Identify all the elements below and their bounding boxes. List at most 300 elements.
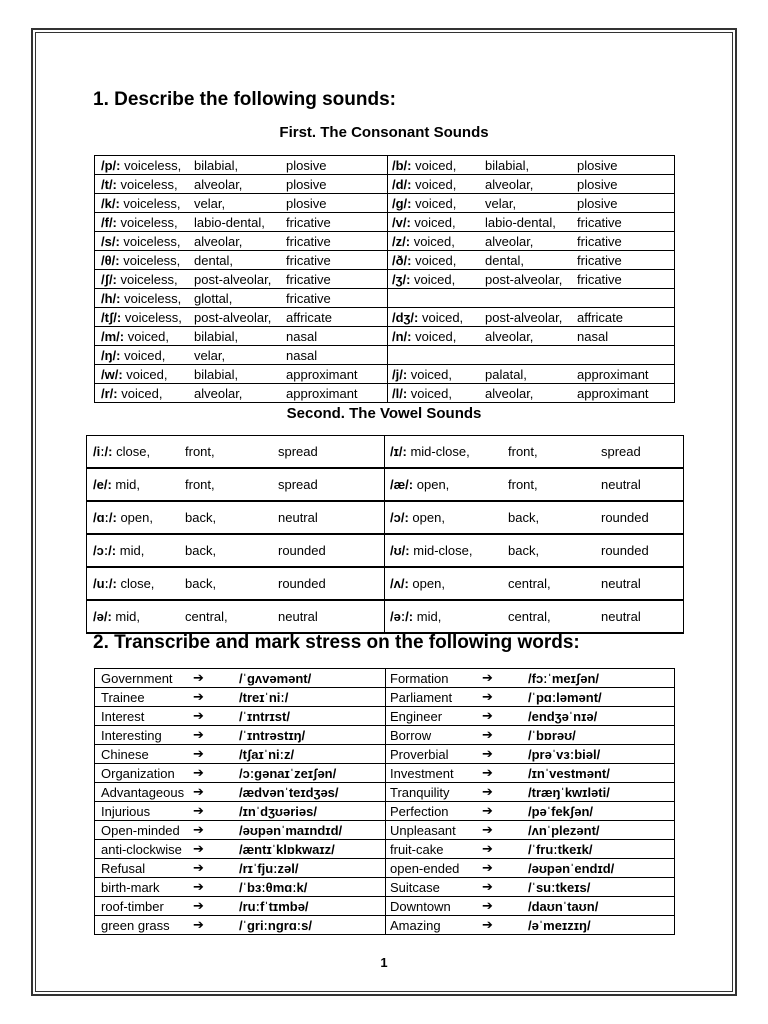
sound-symbol-group xyxy=(87,609,185,624)
word-row xyxy=(95,688,675,707)
word-text: open-ended xyxy=(390,860,460,876)
sound-feature-1: open, xyxy=(412,510,445,525)
sound-symbol-group xyxy=(385,444,508,459)
sound-feature-1: voiced, xyxy=(127,328,169,344)
sound-symbol: /əː/: xyxy=(390,609,414,624)
vowel-row xyxy=(87,468,684,501)
word-row xyxy=(95,783,675,802)
sound-symbol: /p/: xyxy=(101,157,121,173)
sound-feature-1: voiced, xyxy=(126,366,168,382)
arrow-icon: ➔ xyxy=(193,765,204,780)
sound-feature-1: voiceless, xyxy=(124,309,182,325)
sound-feature-2: front, xyxy=(185,477,215,492)
sound-feature-1: close, xyxy=(120,576,155,591)
sound-symbol-group xyxy=(95,272,194,287)
sound-feature-1: voiced, xyxy=(415,157,457,173)
sound-symbol: /ɑː/: xyxy=(93,510,117,525)
sound-feature-1: mid-close, xyxy=(413,543,473,558)
sound-feature-3: approximant xyxy=(577,385,649,401)
word-cell xyxy=(386,916,675,935)
sound-feature-1: voiced, xyxy=(414,214,456,230)
sound-symbol: /d/: xyxy=(392,176,412,192)
sound-symbol-group xyxy=(388,367,485,382)
ipa-transcription: /ædvənˈteɪdʒəs/ xyxy=(239,784,339,800)
sound-cell xyxy=(388,270,675,289)
ipa-transcription: /ˈfruːtkeɪk/ xyxy=(528,841,593,857)
sound-cell xyxy=(388,194,675,213)
word-text: Advantageous xyxy=(101,784,185,800)
sound-symbol-group xyxy=(87,444,185,459)
sound-feature-1: voiceless, xyxy=(123,252,181,268)
sound-feature-3: neutral xyxy=(278,510,318,525)
sound-feature-3: neutral xyxy=(601,609,641,624)
ipa-transcription: /ɔːɡənaɪˈzeɪʃən/ xyxy=(239,765,337,781)
word-cell xyxy=(386,821,675,840)
sound-feature-3: rounded xyxy=(601,510,649,525)
sound-cell xyxy=(388,327,675,346)
sound-feature-2: velar, xyxy=(194,347,226,363)
arrow-icon: ➔ xyxy=(482,689,493,704)
sound-cell xyxy=(388,346,675,365)
word-text: Trainee xyxy=(101,689,145,705)
word-text: Refusal xyxy=(101,860,146,876)
sound-feature-1: open, xyxy=(416,477,450,492)
word-cell xyxy=(95,764,386,783)
word-text: anti-clockwise xyxy=(101,841,182,857)
arrow-icon: ➔ xyxy=(482,765,493,780)
sound-cell xyxy=(385,436,684,469)
sound-feature-3: fricative xyxy=(577,233,622,249)
sound-symbol-group xyxy=(87,576,185,591)
sound-feature-3: fricative xyxy=(286,290,331,306)
sound-symbol: /m/: xyxy=(101,328,125,344)
sound-symbol-group xyxy=(95,386,194,401)
sound-symbol: /f/: xyxy=(101,214,117,230)
sound-feature-3: nasal xyxy=(286,328,318,344)
sound-feature-3: fricative xyxy=(286,233,331,249)
sound-feature-1: mid, xyxy=(115,477,140,492)
sound-feature-2: post-alveolar, xyxy=(485,271,563,287)
sound-cell xyxy=(385,567,684,600)
sound-feature-1: close, xyxy=(116,444,151,459)
sound-feature-1: voiced, xyxy=(121,385,163,401)
sound-feature-3: nasal xyxy=(577,328,609,344)
sound-cell xyxy=(87,567,385,600)
sound-cell xyxy=(385,600,684,633)
word-cell xyxy=(95,878,386,897)
sound-feature-2: bilabial, xyxy=(194,328,239,344)
sound-feature-3: affricate xyxy=(577,309,624,325)
sound-symbol: /t/: xyxy=(101,176,117,192)
sound-feature-1: voiced, xyxy=(410,366,452,382)
consonant-row xyxy=(95,175,675,194)
word-cell xyxy=(386,783,675,802)
sound-cell xyxy=(95,365,388,384)
word-text: Open-minded xyxy=(101,822,180,838)
sound-cell xyxy=(95,270,388,289)
word-text: Amazing xyxy=(390,917,441,933)
sound-symbol: /θ/: xyxy=(101,252,120,268)
sound-symbol-group xyxy=(388,158,485,173)
sound-feature-2: alveolar, xyxy=(194,385,243,401)
vowel-row xyxy=(87,600,684,633)
word-cell xyxy=(95,688,386,707)
word-text: Engineer xyxy=(390,708,443,724)
sound-feature-2: alveolar, xyxy=(485,328,534,344)
sound-symbol-group xyxy=(95,158,194,173)
ipa-transcription: /fɔːˈmeɪʃən/ xyxy=(528,670,599,686)
transcription-table xyxy=(94,668,675,935)
arrow-icon: ➔ xyxy=(193,689,204,704)
consonant-row xyxy=(95,327,675,346)
word-row xyxy=(95,859,675,878)
sound-cell xyxy=(385,501,684,534)
word-cell xyxy=(95,821,386,840)
word-row xyxy=(95,897,675,916)
word-cell xyxy=(386,764,675,783)
sound-feature-2: alveolar, xyxy=(485,176,534,192)
sound-symbol-group xyxy=(385,477,508,492)
word-cell xyxy=(386,669,675,688)
sound-feature-1: mid, xyxy=(119,543,145,558)
sound-symbol-group xyxy=(87,510,185,525)
sound-symbol-group xyxy=(95,329,194,344)
vowel-table xyxy=(86,435,684,634)
sound-cell xyxy=(95,194,388,213)
sound-feature-3: nasal xyxy=(286,347,318,363)
sound-feature-2: alveolar, xyxy=(194,176,243,192)
sound-feature-1: voiced, xyxy=(415,195,457,211)
sound-cell xyxy=(95,232,388,251)
sound-feature-2: labio-dental, xyxy=(194,214,265,230)
word-cell xyxy=(386,688,675,707)
consonant-table xyxy=(94,155,675,403)
sound-feature-3: plosive xyxy=(577,157,618,173)
sound-feature-2: front, xyxy=(508,444,538,459)
word-row xyxy=(95,669,675,688)
sound-feature-2: velar, xyxy=(194,195,226,211)
sound-symbol-group xyxy=(388,196,485,211)
sound-symbol-group xyxy=(95,291,194,306)
sound-feature-3: affricate xyxy=(286,309,333,325)
sound-symbol: /r/: xyxy=(101,385,118,401)
arrow-icon: ➔ xyxy=(193,784,204,799)
sound-feature-1: voiceless, xyxy=(124,157,182,173)
word-cell xyxy=(95,916,386,935)
sound-cell xyxy=(95,308,388,327)
sound-symbol-group xyxy=(87,543,185,558)
sound-feature-2: bilabial, xyxy=(194,366,239,382)
word-row xyxy=(95,916,675,935)
sound-symbol: /z/: xyxy=(392,233,411,249)
arrow-icon: ➔ xyxy=(193,822,204,837)
sound-cell xyxy=(87,534,385,567)
sound-feature-3: approximant xyxy=(286,385,358,401)
sound-feature-2: glottal, xyxy=(194,290,233,306)
sound-feature-3: fricative xyxy=(286,252,331,268)
sound-feature-1: voiced, xyxy=(414,271,456,287)
sound-feature-2: front, xyxy=(185,444,215,459)
sound-feature-2: alveolar, xyxy=(485,233,534,249)
consonant-row xyxy=(95,213,675,232)
sound-symbol-group xyxy=(95,234,194,249)
page-number: 1 xyxy=(380,955,388,970)
vowel-row xyxy=(87,436,684,469)
ipa-transcription: /əʊpənˈendɪd/ xyxy=(528,860,615,876)
sound-symbol: /dʒ/: xyxy=(392,309,419,325)
sound-symbol-group xyxy=(95,177,194,192)
ipa-transcription: /æntɪˈklɒkwaɪz/ xyxy=(239,841,335,857)
sound-feature-3: rounded xyxy=(278,543,326,558)
sound-feature-2: post-alveolar, xyxy=(194,309,272,325)
sound-cell xyxy=(87,468,385,501)
arrow-icon: ➔ xyxy=(482,803,493,818)
sound-feature-2: bilabial, xyxy=(485,157,530,173)
sound-feature-2: dental, xyxy=(485,252,525,268)
sound-cell xyxy=(388,251,675,270)
sound-cell xyxy=(95,289,388,308)
sound-symbol: /b/: xyxy=(392,157,412,173)
word-row xyxy=(95,878,675,897)
ipa-transcription: /ˈpɑːləmənt/ xyxy=(528,689,602,705)
sound-feature-2: post-alveolar, xyxy=(194,271,272,287)
sound-cell xyxy=(388,156,675,175)
word-text: Formation xyxy=(390,670,449,686)
word-cell xyxy=(386,859,675,878)
sound-feature-3: approximant xyxy=(577,366,649,382)
sound-feature-3: fricative xyxy=(577,271,622,287)
word-cell xyxy=(95,745,386,764)
sound-symbol-group xyxy=(388,234,485,249)
ipa-transcription: /ˈbɒrəʊ/ xyxy=(528,727,576,743)
word-cell xyxy=(386,878,675,897)
consonant-row xyxy=(95,232,675,251)
word-text: Interesting xyxy=(101,727,162,743)
sound-symbol: /ə/: xyxy=(93,609,112,624)
ipa-transcription: /prəˈvɜːbiəl/ xyxy=(528,746,601,762)
sound-cell xyxy=(388,175,675,194)
sound-symbol-group xyxy=(95,367,194,382)
word-row xyxy=(95,707,675,726)
sound-cell xyxy=(388,384,675,403)
word-row xyxy=(95,745,675,764)
sound-cell xyxy=(388,365,675,384)
sound-feature-3: fricative xyxy=(286,214,331,230)
sound-cell xyxy=(87,501,385,534)
ipa-transcription: /əˈmeɪzɪŋ/ xyxy=(528,917,591,933)
word-text: Organization xyxy=(101,765,175,781)
word-cell xyxy=(386,802,675,821)
sound-feature-1: voiced, xyxy=(415,176,457,192)
ipa-transcription: /ruːfˈtɪmbə/ xyxy=(239,898,309,914)
sound-feature-2: central, xyxy=(508,609,551,624)
word-cell xyxy=(386,840,675,859)
word-cell xyxy=(95,783,386,802)
arrow-icon: ➔ xyxy=(482,917,493,932)
word-cell xyxy=(95,859,386,878)
sound-feature-2: back, xyxy=(185,576,217,591)
arrow-icon: ➔ xyxy=(193,708,204,723)
sound-feature-3: neutral xyxy=(278,609,318,624)
sound-symbol-group xyxy=(95,253,194,268)
section2-heading: 2. Transcribe and mark stress on the following words: xyxy=(93,632,580,653)
sound-feature-1: mid-close, xyxy=(410,444,470,459)
sound-symbol: /ʃ/: xyxy=(101,271,117,287)
word-text: Parliament xyxy=(390,689,453,705)
sound-symbol-group xyxy=(385,576,508,591)
word-cell xyxy=(386,707,675,726)
word-text: Tranquility xyxy=(390,784,450,800)
word-cell xyxy=(386,745,675,764)
sound-cell xyxy=(385,534,684,567)
arrow-icon: ➔ xyxy=(193,879,204,894)
sound-symbol-group xyxy=(95,215,194,230)
word-text: Perfection xyxy=(390,803,449,819)
sound-symbol: /k/: xyxy=(101,195,120,211)
ipa-transcription: /əʊpənˈmaɪndɪd/ xyxy=(239,822,343,838)
sound-cell xyxy=(87,436,385,469)
sound-feature-1: voiceless, xyxy=(120,214,178,230)
ipa-transcription: /træŋˈkwɪləti/ xyxy=(528,784,610,800)
sound-symbol: /iː/: xyxy=(93,444,113,459)
sound-symbol-group xyxy=(388,310,485,325)
sound-symbol: /ʊ/: xyxy=(390,543,410,558)
sound-cell xyxy=(385,468,684,501)
sound-feature-3: spread xyxy=(278,444,318,459)
word-cell xyxy=(95,726,386,745)
word-text: Injurious xyxy=(101,803,151,819)
sound-symbol: /ð/: xyxy=(392,252,412,268)
sound-symbol-group xyxy=(388,215,485,230)
consonant-title: First. The Consonant Sounds xyxy=(279,124,489,141)
ipa-transcription: /ˈbɜːθmɑːk/ xyxy=(239,879,308,895)
sound-cell xyxy=(388,232,675,251)
consonant-row xyxy=(95,308,675,327)
ipa-transcription: /treɪˈniː/ xyxy=(239,689,289,705)
ipa-transcription: /daʊnˈtaʊn/ xyxy=(528,898,599,914)
vowel-row xyxy=(87,534,684,567)
sound-cell xyxy=(95,175,388,194)
sound-symbol: /e/: xyxy=(93,477,112,492)
word-cell xyxy=(386,726,675,745)
sound-cell xyxy=(388,308,675,327)
sound-feature-1: mid, xyxy=(115,609,140,624)
sound-feature-1: mid, xyxy=(416,609,442,624)
sound-symbol-group xyxy=(385,609,508,624)
sound-symbol: /ŋ/: xyxy=(101,347,121,363)
vowel-title: Second. The Vowel Sounds xyxy=(286,405,482,422)
ipa-transcription: /pəˈfekʃən/ xyxy=(528,803,594,819)
sound-symbol: /v/: xyxy=(392,214,411,230)
sound-feature-3: fricative xyxy=(577,214,622,230)
arrow-icon: ➔ xyxy=(482,670,493,685)
sound-feature-1: voiceless, xyxy=(120,271,178,287)
sound-cell xyxy=(87,600,385,633)
sound-feature-2: back, xyxy=(508,543,540,558)
word-text: fruit-cake xyxy=(390,841,444,857)
sound-cell xyxy=(388,213,675,232)
word-text: Proverbial xyxy=(390,746,449,762)
sound-feature-3: neutral xyxy=(601,477,641,492)
sound-feature-2: back, xyxy=(508,510,540,525)
sound-symbol: /j/: xyxy=(392,366,408,382)
sound-symbol: /ɔː/: xyxy=(93,543,117,558)
arrow-icon: ➔ xyxy=(482,841,493,856)
sound-feature-1: voiceless, xyxy=(123,233,181,249)
sound-symbol: /g/: xyxy=(392,195,412,211)
section1-heading: 1. Describe the following sounds: xyxy=(93,89,396,110)
sound-feature-1: open, xyxy=(412,576,445,591)
ipa-transcription: /ʌnˈplezənt/ xyxy=(528,822,600,838)
arrow-icon: ➔ xyxy=(482,727,493,742)
arrow-icon: ➔ xyxy=(193,898,204,913)
sound-symbol-group xyxy=(95,196,194,211)
sound-feature-1: voiceless, xyxy=(124,290,182,306)
word-text: Government xyxy=(101,670,173,686)
word-text: birth-mark xyxy=(101,879,160,895)
consonant-row xyxy=(95,194,675,213)
sound-symbol: /l/: xyxy=(392,385,408,401)
sound-feature-3: neutral xyxy=(601,576,641,591)
word-row xyxy=(95,802,675,821)
sound-feature-2: central, xyxy=(508,576,551,591)
word-cell xyxy=(95,707,386,726)
arrow-icon: ➔ xyxy=(482,746,493,761)
arrow-icon: ➔ xyxy=(482,784,493,799)
sound-feature-1: voiced, xyxy=(415,252,457,268)
sound-symbol: /h/: xyxy=(101,290,121,306)
arrow-icon: ➔ xyxy=(193,841,204,856)
sound-feature-2: alveolar, xyxy=(485,385,534,401)
sound-feature-2: dental, xyxy=(194,252,234,268)
word-text: Borrow xyxy=(390,727,432,743)
sound-feature-2: back, xyxy=(185,543,217,558)
word-cell xyxy=(95,802,386,821)
vowel-row xyxy=(87,501,684,534)
arrow-icon: ➔ xyxy=(193,670,204,685)
ipa-transcription: /ˈɡʌvəmənt/ xyxy=(239,670,312,686)
sound-feature-2: post-alveolar, xyxy=(485,309,563,325)
sound-feature-2: front, xyxy=(508,477,538,492)
sound-feature-3: plosive xyxy=(286,176,327,192)
sound-feature-3: fricative xyxy=(577,252,622,268)
sound-symbol: /s/: xyxy=(101,233,120,249)
arrow-icon: ➔ xyxy=(193,727,204,742)
arrow-icon: ➔ xyxy=(482,822,493,837)
word-row xyxy=(95,726,675,745)
sound-feature-1: open, xyxy=(120,510,153,525)
sound-feature-3: fricative xyxy=(286,271,331,287)
word-text: green grass xyxy=(101,917,170,933)
ipa-transcription: /ˈɪntrəstɪŋ/ xyxy=(239,727,306,743)
sound-feature-2: palatal, xyxy=(485,366,527,382)
sound-feature-3: plosive xyxy=(286,195,327,211)
ipa-transcription: /ˈɪntrɪst/ xyxy=(239,708,290,724)
sound-cell xyxy=(95,213,388,232)
sound-cell xyxy=(95,327,388,346)
sound-cell xyxy=(95,156,388,175)
sound-feature-3: spread xyxy=(601,444,641,459)
word-text: Unpleasant xyxy=(390,822,456,838)
consonant-row xyxy=(95,346,675,365)
sound-symbol: /n/: xyxy=(392,328,412,344)
sound-symbol: /ʒ/: xyxy=(392,271,411,287)
sound-symbol: /ʌ/: xyxy=(390,576,409,591)
sound-symbol: /uː/: xyxy=(93,576,117,591)
consonant-row xyxy=(95,270,675,289)
sound-symbol-group xyxy=(385,510,508,525)
sound-symbol-group xyxy=(388,386,485,401)
